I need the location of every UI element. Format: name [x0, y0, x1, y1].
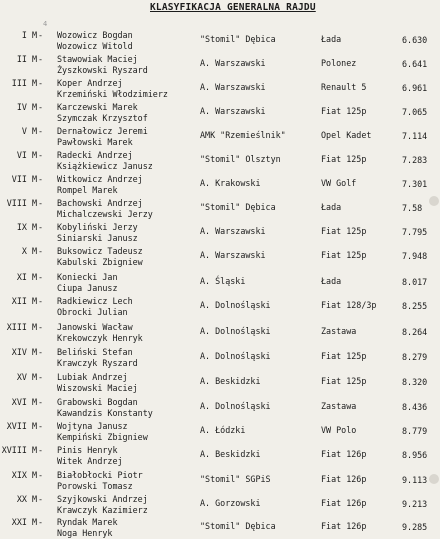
place-label: I M: [21, 30, 37, 40]
crew-member-name: Janowski Wacław: [57, 322, 133, 332]
crew-names: [57, 246, 143, 267]
place-label: XVI M: [11, 397, 37, 407]
result-time: 8.017: [402, 277, 428, 287]
result-time: 7.114: [402, 131, 428, 141]
crew-member-name: Wozowicz Witold: [57, 40, 133, 51]
crew-member-name: Pinis Henryk: [57, 445, 118, 455]
crew-member-name: Porowski Tomasz: [57, 480, 133, 491]
table-row: [0, 100, 440, 124]
table-row: [0, 419, 440, 443]
club-name: A. Krakowski: [200, 178, 261, 188]
crew-member-name: Krawczyk Ryszard: [57, 357, 138, 368]
crew-member-name: Krekowczyk Henryk: [57, 332, 143, 343]
place-label: XVIII M: [1, 445, 37, 455]
place-label: XV M: [16, 372, 37, 382]
crew-names: [57, 397, 153, 418]
crew-member-name: Radkiewicz Lech: [57, 296, 133, 306]
car-model: Fiat 126p: [321, 498, 367, 508]
club-name: A. Warszawski: [200, 58, 266, 68]
crew-member-name: Noga Henryk: [57, 527, 113, 538]
crew-member-name: Kobyliński Jerzy: [57, 222, 138, 232]
separator-dash: -: [38, 517, 44, 527]
car-model: Łada: [321, 34, 342, 44]
table-row: [0, 220, 440, 244]
car-model: Fiat 126p: [321, 521, 367, 531]
table-row: [0, 172, 440, 196]
car-model: Fiat 125p: [321, 226, 367, 236]
separator-dash: -: [38, 222, 44, 232]
crew-member-name: Książkiewicz Janusz: [57, 160, 153, 171]
separator-dash: -: [38, 198, 44, 208]
car-model: Fiat 125p: [321, 106, 367, 116]
car-model: Fiat 126p: [321, 449, 367, 459]
place-label: IX M: [16, 222, 37, 232]
place-label: XIV M: [11, 347, 37, 357]
crew-member-name: Witkowicz Andrzej: [57, 174, 143, 184]
result-time: 6.961: [402, 83, 428, 93]
club-name: "Stomil" Dębica: [200, 521, 276, 531]
separator-dash: -: [38, 397, 44, 407]
result-time: 7.58: [402, 203, 423, 213]
crew-names: [57, 421, 148, 442]
car-model: VW Polo: [321, 425, 357, 435]
crew-member-name: Grabowski Bogdan: [57, 397, 138, 407]
table-row: [0, 468, 440, 492]
result-time: 8.320: [402, 377, 428, 387]
separator-dash: -: [38, 174, 44, 184]
crew-names: [57, 347, 138, 368]
result-time: 9.213: [402, 499, 428, 509]
club-name: "Stomil" Dębica: [200, 34, 276, 44]
separator-dash: -: [38, 347, 44, 357]
crew-member-name: Szyjkowski Andrzej: [57, 494, 148, 504]
crew-member-name: Kawandzis Konstanty: [57, 407, 153, 418]
crew-member-name: Dernałowicz Jeremi: [57, 126, 148, 136]
crew-names: [57, 54, 148, 75]
crew-member-name: Obrocki Julian: [57, 306, 128, 317]
club-name: AMK "Rzemieślnik": [200, 130, 286, 140]
result-time: 7.283: [402, 155, 428, 165]
table-row: [0, 76, 440, 100]
crew-names: [57, 102, 148, 123]
club-name: A. Dolnośląski: [200, 401, 271, 411]
place-label: XX M: [16, 494, 37, 504]
crew-member-name: Ryndak Marek: [57, 517, 118, 527]
place-label: VIII M: [6, 198, 37, 208]
table-row: [0, 320, 440, 344]
crew-member-name: Stawowiak Maciej: [57, 54, 138, 64]
result-time: 6.641: [402, 59, 428, 69]
crew-member-name: Pawłowski Marek: [57, 136, 133, 147]
crew-names: [57, 126, 148, 147]
crew-member-name: Wiszowski Maciej: [57, 382, 138, 393]
place-label: XVII M: [6, 421, 37, 431]
car-model: Zastawa: [321, 326, 357, 336]
crew-member-name: Siniarski Janusz: [57, 232, 138, 243]
club-name: A. Dolnośląski: [200, 326, 271, 336]
result-time: 6.630: [402, 35, 428, 45]
crew-member-name: Beliński Stefan: [57, 347, 133, 357]
table-row: [0, 294, 440, 318]
separator-dash: -: [38, 322, 44, 332]
result-time: 8.779: [402, 426, 428, 436]
place-label: XII M: [11, 296, 37, 306]
result-time: 8.264: [402, 327, 428, 337]
crew-names: [57, 517, 118, 538]
result-time: 7.948: [402, 251, 428, 261]
table-row: [0, 492, 440, 516]
separator-dash: -: [38, 272, 44, 282]
table-row: [0, 443, 440, 467]
result-time: 8.279: [402, 352, 428, 362]
place-label: XXI M: [11, 517, 37, 527]
result-time: 8.956: [402, 450, 428, 460]
result-time: 8.436: [402, 402, 428, 412]
crew-member-name: Kempiński Zbigniew: [57, 431, 148, 442]
result-time: 7.795: [402, 227, 428, 237]
place-label: VII M: [11, 174, 37, 184]
result-time: 9.285: [402, 522, 428, 532]
crew-names: [57, 150, 153, 171]
club-name: A. Łódzki: [200, 425, 246, 435]
table-row: [0, 124, 440, 148]
car-model: Fiat 126p: [321, 474, 367, 484]
club-name: "Stomil" Olsztyn: [200, 154, 281, 164]
club-name: A. Warszawski: [200, 250, 266, 260]
car-model: Fiat 125p: [321, 250, 367, 260]
car-model: Renault 5: [321, 82, 367, 92]
club-name: A. Śląski: [200, 276, 246, 286]
crew-member-name: Witek Andrzej: [57, 455, 123, 466]
club-name: A. Warszawski: [200, 106, 266, 116]
crew-member-name: Szymczak Krzysztof: [57, 112, 148, 123]
crew-names: [57, 198, 153, 219]
crew-names: [57, 78, 168, 99]
crew-member-name: Krzemiński Włodzimierz: [57, 88, 168, 99]
result-time: 7.301: [402, 179, 428, 189]
corner-mark: 4: [43, 20, 48, 28]
crew-names: [57, 322, 143, 343]
crew-member-name: Koniecki Jan: [57, 272, 118, 282]
document-title: KLASYFIKACJA GENERALNA RAJDU: [150, 2, 316, 13]
table-row: [0, 196, 440, 220]
car-model: Polonez: [321, 58, 357, 68]
place-label: II M: [16, 54, 37, 64]
separator-dash: -: [38, 470, 44, 480]
crew-names: [57, 30, 133, 51]
club-name: A. Warszawski: [200, 226, 266, 236]
crew-member-name: Kabulski Zbigniew: [57, 256, 143, 267]
table-row: [0, 52, 440, 76]
crew-member-name: Rompel Marek: [57, 184, 118, 195]
separator-dash: -: [38, 372, 44, 382]
separator-dash: -: [38, 30, 44, 40]
separator-dash: -: [38, 54, 44, 64]
separator-dash: -: [38, 126, 44, 136]
place-label: XI M: [16, 272, 37, 282]
crew-names: [57, 222, 138, 243]
crew-member-name: Ciupa Janusz: [57, 282, 118, 293]
crew-member-name: Białobłocki Piotr: [57, 470, 143, 480]
club-name: A. Dolnośląski: [200, 300, 271, 310]
table-row: [0, 515, 440, 539]
separator-dash: -: [38, 150, 44, 160]
crew-names: [57, 494, 148, 515]
place-label: X M: [21, 246, 37, 256]
crew-member-name: Żyszkowski Ryszard: [57, 64, 148, 75]
car-model: Fiat 125p: [321, 376, 367, 386]
crew-member-name: Krawczyk Kazimierz: [57, 504, 148, 515]
crew-member-name: Karczewski Marek: [57, 102, 138, 112]
separator-dash: -: [38, 78, 44, 88]
place-label: XIX M: [11, 470, 37, 480]
separator-dash: -: [38, 102, 44, 112]
crew-names: [57, 372, 138, 393]
club-name: A. Dolnośląski: [200, 351, 271, 361]
crew-member-name: Bachowski Andrzej: [57, 198, 143, 208]
club-name: A. Gorzowski: [200, 498, 261, 508]
club-name: "Stomil" SGPiS: [200, 474, 271, 484]
crew-names: [57, 445, 123, 466]
result-time: 9.113: [402, 475, 428, 485]
crew-member-name: Buksowicz Tadeusz: [57, 246, 143, 256]
crew-member-name: Lubiak Andrzej: [57, 372, 128, 382]
car-model: Zastawa: [321, 401, 357, 411]
table-row: [0, 244, 440, 268]
club-name: A. Beskidzki: [200, 376, 261, 386]
car-model: Łada: [321, 202, 342, 212]
car-model: Fiat 128/3p: [321, 300, 377, 310]
crew-member-name: Radecki Andrzej: [57, 150, 133, 160]
place-label: III M: [11, 78, 37, 88]
car-model: Fiat 125p: [321, 154, 367, 164]
place-label: VI M: [16, 150, 37, 160]
place-label: XIII M: [6, 322, 37, 332]
separator-dash: -: [38, 246, 44, 256]
table-row: [0, 28, 440, 52]
separator-dash: -: [38, 494, 44, 504]
separator-dash: -: [38, 421, 44, 431]
crew-names: [57, 272, 118, 293]
place-label: V M: [21, 126, 37, 136]
result-time: 8.255: [402, 301, 428, 311]
car-model: VW Golf: [321, 178, 357, 188]
car-model: Opel Kadet: [321, 130, 372, 140]
crew-names: [57, 470, 143, 491]
crew-member-name: Michalczewski Jerzy: [57, 208, 153, 219]
separator-dash: -: [38, 296, 44, 306]
table-row: [0, 370, 440, 394]
club-name: A. Beskidzki: [200, 449, 261, 459]
club-name: "Stomil" Dębica: [200, 202, 276, 212]
result-time: 7.065: [402, 107, 428, 117]
car-model: Łada: [321, 276, 342, 286]
crew-member-name: Koper Andrzej: [57, 78, 123, 88]
place-label: IV M: [16, 102, 37, 112]
car-model: Fiat 125p: [321, 351, 367, 361]
table-row: [0, 148, 440, 172]
club-name: A. Warszawski: [200, 82, 266, 92]
separator-dash: -: [38, 445, 44, 455]
table-row: [0, 345, 440, 369]
crew-member-name: Wozowicz Bogdan: [57, 30, 133, 40]
crew-member-name: Wojtyna Janusz: [57, 421, 128, 431]
crew-names: [57, 296, 133, 317]
table-row: [0, 270, 440, 294]
table-row: [0, 395, 440, 419]
crew-names: [57, 174, 143, 195]
